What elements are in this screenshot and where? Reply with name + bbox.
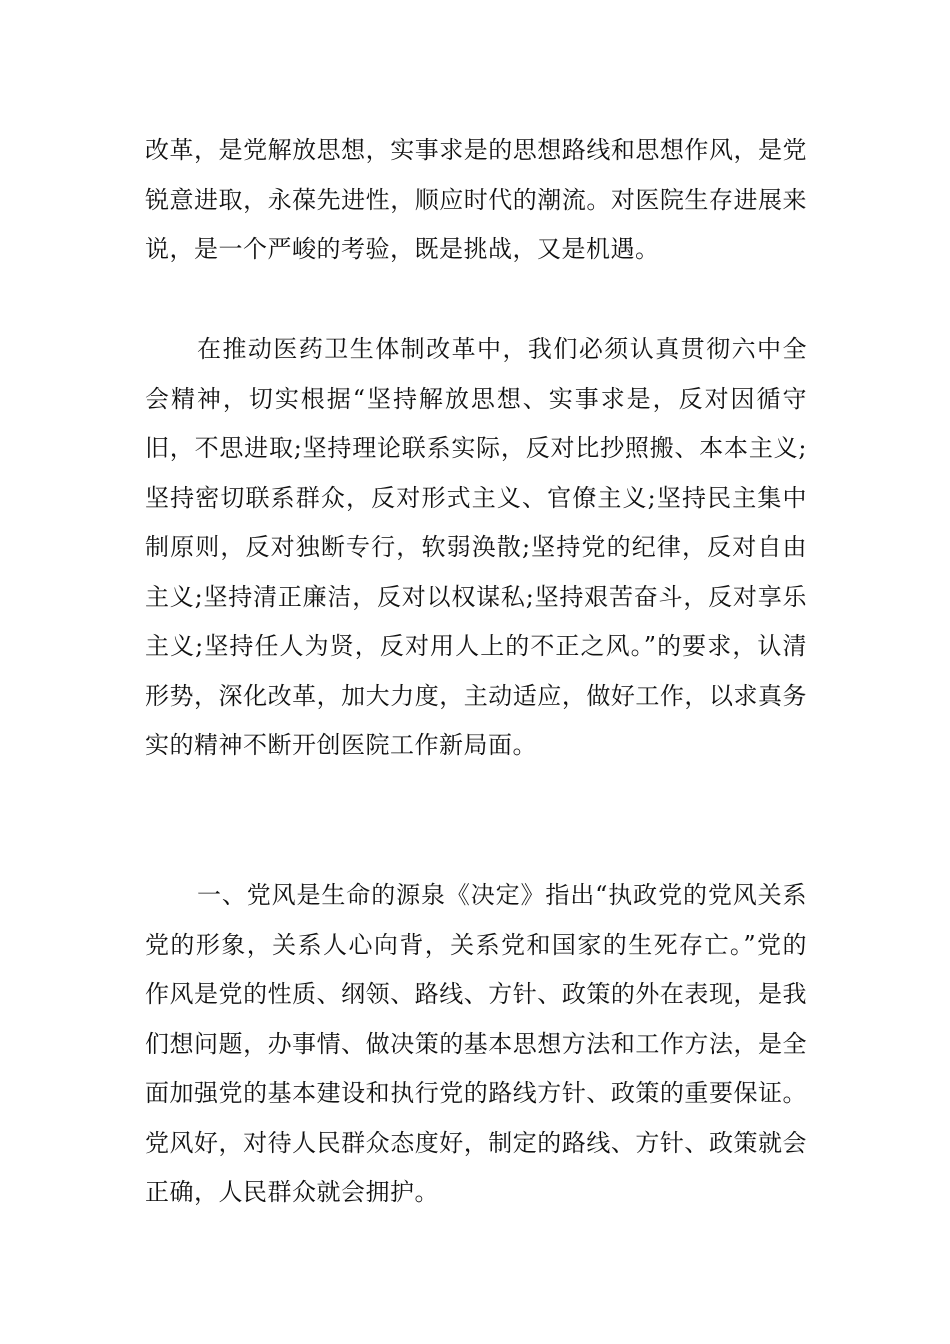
paragraph-reform-requirements: 在推动医药卫生体制改革中，我们必须认真贯彻六中全会精神，切实根据“坚持解放思想、实事求是，反对因循守旧，不思进取;坚持理论联系实际，反对比抄照搬、本本主义;坚持密切联系群众，反对形式主义、官僚主义;坚持民主集中制原则，反对独断专行，软弱涣散;坚持党的纪律，反对自由主义;坚持清正廉洁，反对以权谋私;坚持艰苦奋斗，反对享乐主义;坚持任人为贤，反对用人上的不正之风。”的要求，认清形势，深化改革，加大力度，主动适应，做好工作，以求真务实的精神不断开创医院工作新局面。	[145, 335, 807, 759]
paragraph-party-style: 一、党风是生命的源泉《决定》指出“执政党的党风关系党的形象，关系人心向背，关系党和国家的生死存亡。”党的作风是党的性质、纲领、路线、方针、政策的外在表现，是我们想问题，办事情、做决策的基本思想方法和工作方法，是全面加强党的基本建设和执行党的路线方针、政策的重要保证。党风好，对待人民群众态度好，制定的路线、方针、政策就会正确，人民群众就会拥护。	[145, 881, 807, 1206]
paragraph-continuation: 改革，是党解放思想，实事求是的思想路线和思想作风，是党锐意进取，永葆先进性，顺应时代的潮流。对医院生存进展来说，是一个严峻的考验，既是挑战，又是机遇。	[145, 136, 807, 263]
